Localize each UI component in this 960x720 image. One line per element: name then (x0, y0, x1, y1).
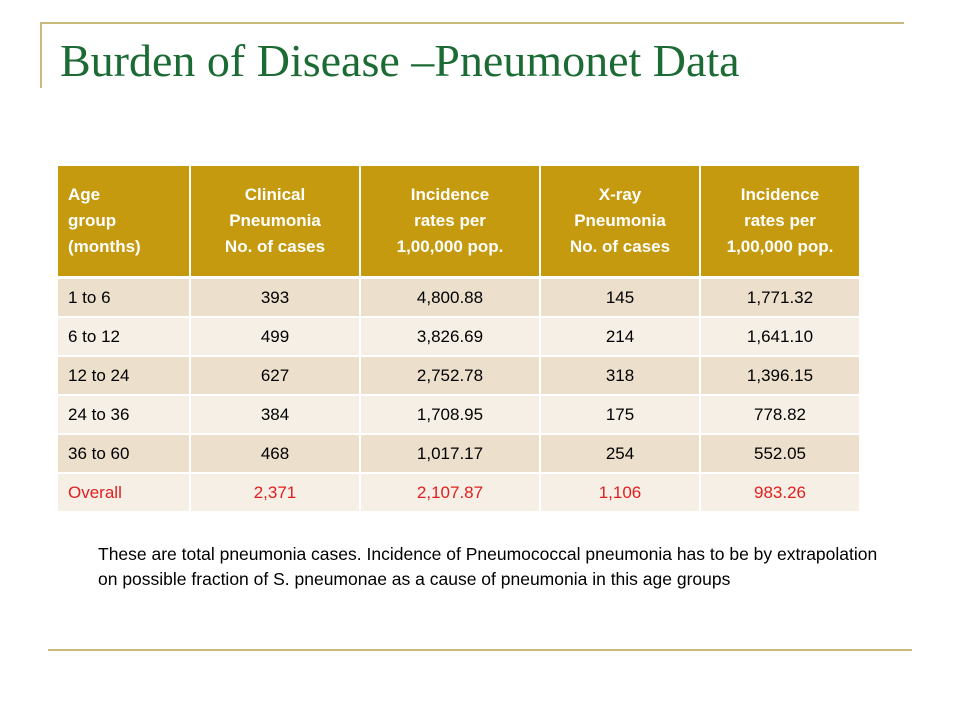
cell-xray-cases: 175 (540, 395, 700, 434)
table-row (58, 395, 860, 434)
cell-clinical-incidence: 3,826.69 (360, 317, 540, 356)
frame-left-line (40, 22, 42, 88)
frame-bottom-line (48, 649, 912, 651)
footnote-text: These are total pneumonia cases. Incidence of Pneumococcal pneumonia has to be by extrapolation on possible fraction of S. pneumonae as a cause of pneumonia in this age groups (98, 544, 878, 589)
table-row (58, 317, 860, 356)
table-row (58, 278, 860, 318)
header-clinical-incidence: Incidence rates per 1,00,000 pop. (360, 166, 540, 278)
cell-xray-incidence: 552.05 (700, 434, 860, 473)
cell-xray-incidence: 983.26 (700, 473, 860, 512)
cell-xray-cases: 318 (540, 356, 700, 395)
header-xray-cases: X-ray Pneumonia No. of cases (540, 166, 700, 278)
cell-clinical-incidence: 2,752.78 (360, 356, 540, 395)
frame-top-line (40, 22, 904, 24)
pneumonia-data-table (58, 166, 861, 513)
cell-age-group: 1 to 6 (58, 278, 190, 318)
cell-clinical-cases: 393 (190, 278, 360, 318)
table-header-row (58, 166, 860, 278)
header-clinical-cases: Clinical Pneumonia No. of cases (190, 166, 360, 278)
cell-xray-incidence: 1,771.32 (700, 278, 860, 318)
cell-clinical-incidence: 1,708.95 (360, 395, 540, 434)
slide-title: Burden of Disease –Pneumonet Data (60, 35, 740, 86)
cell-age-group: 12 to 24 (58, 356, 190, 395)
cell-clinical-cases: 468 (190, 434, 360, 473)
cell-xray-cases: 1,106 (540, 473, 700, 512)
cell-age-group: 6 to 12 (58, 317, 190, 356)
header-xray-incidence: Incidence rates per 1,00,000 pop. (700, 166, 860, 278)
cell-xray-incidence: 778.82 (700, 395, 860, 434)
cell-xray-cases: 254 (540, 434, 700, 473)
cell-clinical-cases: 2,371 (190, 473, 360, 512)
cell-xray-incidence: 1,396.15 (700, 356, 860, 395)
cell-xray-incidence: 1,641.10 (700, 317, 860, 356)
cell-clinical-incidence: 1,017.17 (360, 434, 540, 473)
cell-age-group: Overall (58, 473, 190, 512)
cell-xray-cases: 214 (540, 317, 700, 356)
cell-age-group: 36 to 60 (58, 434, 190, 473)
cell-clinical-incidence: 4,800.88 (360, 278, 540, 318)
cell-clinical-cases: 627 (190, 356, 360, 395)
cell-clinical-incidence: 2,107.87 (360, 473, 540, 512)
table-row (58, 434, 860, 473)
cell-clinical-cases: 384 (190, 395, 360, 434)
cell-xray-cases: 145 (540, 278, 700, 318)
header-age-group: Age group (months) (58, 166, 190, 278)
cell-age-group: 24 to 36 (58, 395, 190, 434)
table-row-overall (58, 473, 860, 512)
table-row (58, 356, 860, 395)
cell-clinical-cases: 499 (190, 317, 360, 356)
